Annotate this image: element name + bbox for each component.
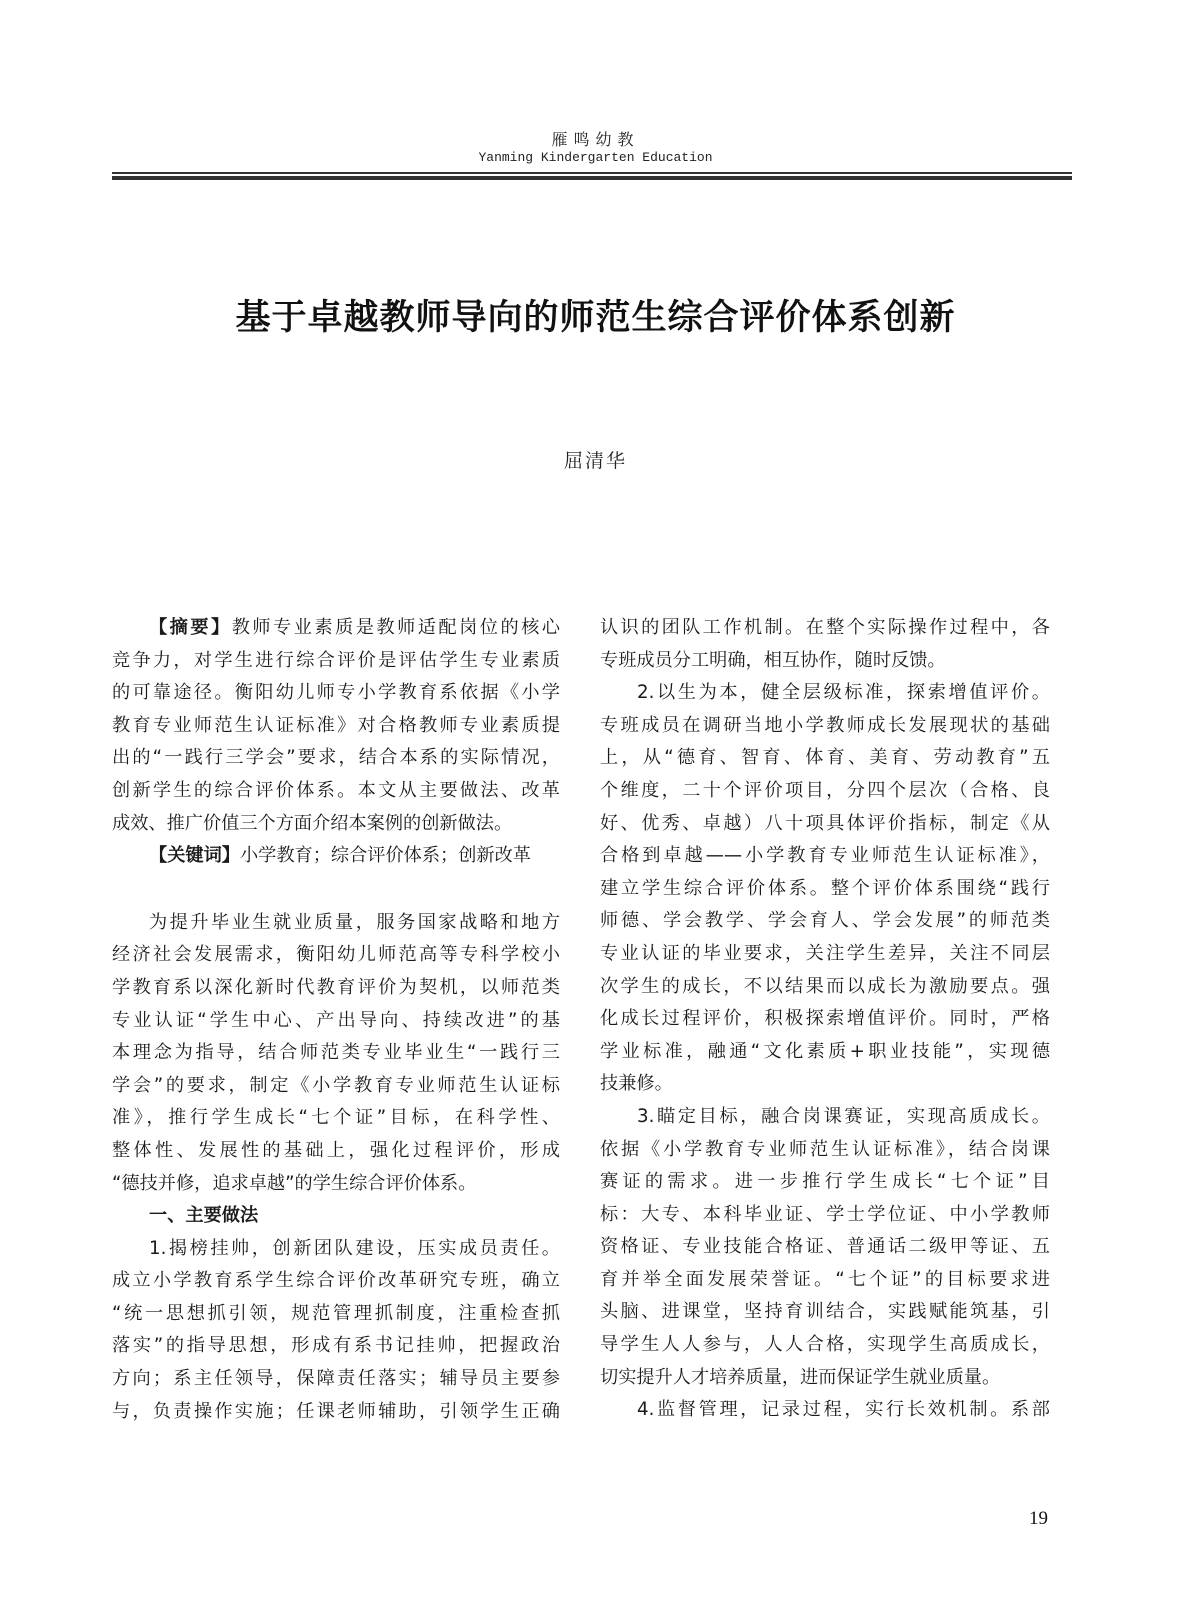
text-line: 头脑、进课堂，坚持育训结合，实践赋能筑基，引 [600,1301,1050,1323]
text-line: 4.监督管理，记录过程，实行长效机制。系部 [637,1399,1050,1421]
intro-paragraph [112,907,560,1200]
header-rule-thin [112,172,1072,174]
text-line: 与，负责操作实施；任课老师辅助，引领学生正确 [112,1400,560,1422]
text-line: 专业认证的毕业要求，关注学生差异，关注不同层 [600,942,1050,964]
text-line: 育并举全面发展荣誉证。“七个证”的目标要求进 [600,1268,1050,1290]
text-line: 资格证、专业技能合格证、普通话二级甲等证、五 [600,1236,1050,1258]
abstract-text: 教师专业素质是教师适配岗位的核心 [231,617,560,638]
text-line: 次学生的成长，不以结果而以成长为激励要点。强 [600,975,1050,997]
text-line: 化成长过程评价，积极探索增值评价。同时，严格 [600,1008,1050,1030]
text-line: 学业标准，融通“文化素质+职业技能”，实现德 [600,1040,1050,1062]
text-line: 切实提升人才培养质量，进而保证学生就业质量。 [600,1366,1001,1388]
text-line: 学会”的要求，制定《小学教育专业师范生认证标 [112,1074,560,1096]
text-line: “统一思想抓引领，规范管理抓制度，注重检查抓 [112,1302,560,1324]
text-line: 依据《小学教育专业师范生认证标准》，结合岗课 [600,1138,1050,1160]
spacer [112,873,560,907]
text-line: 师德、学会教学、学会育人、学会发展”的师范类 [600,910,1050,932]
text-line: 专业认证“学生中心、产出导向、持续改进”的基 [112,1009,560,1031]
text-line: 个维度，二十个评价项目，分四个层次（合格、良 [600,779,1050,801]
keywords [112,840,560,873]
text-line: 2.以生为本，健全层级标准，探索增值评价。 [637,682,1050,704]
text-line: “德技并修，追求卓越”的学生综合评价体系。 [112,1172,477,1194]
item4-paragraph [600,1394,1050,1427]
text-line: 成立小学教育系学生综合评价改革研究专班，确立 [112,1270,560,1292]
text-line: 专班成员分工明确，相互协作，随时反馈。 [600,649,946,671]
right-column [600,612,1050,1427]
text-line: 上，从“德育、智育、体育、美育、劳动教育”五 [600,747,1050,769]
item2-paragraph [600,677,1050,1101]
text-line: 3.瞄定目标，融合岗课赛证，实现高质成长。 [637,1105,1050,1127]
text-line: 经济社会发展需求，衡阳幼儿师范高等专科学校小 [112,944,560,966]
text-line: 落实”的指导思想，形成有系书记挂帅，把握政治 [112,1335,560,1357]
text-line: 导学生人人参与，人人合格，实现学生高质成长， [600,1334,1050,1356]
text-line: 合格到卓越——小学教育专业师范生认证标准》， [600,845,1050,867]
section-heading: 一、主要做法 [149,1205,259,1227]
text-line: 认识的团队工作机制。在整个实际操作过程中，各 [600,617,1050,638]
running-header-cn: 雁鸣幼教 [551,130,640,149]
text-line: 为提升毕业生就业质量，服务国家战略和地方 [149,911,560,933]
running-header-en: Yanming Kindergarten Education [478,150,713,165]
text-line: 创新学生的综合评价体系。本文从主要做法、改革 [112,779,560,801]
text-line: 教育专业师范生认证标准》对合格教师专业素质提 [112,714,560,736]
article-author: 屈清华 [563,450,627,472]
text-line: 标：大专、本科毕业证、学士学位证、中小学教师 [600,1203,1050,1225]
keywords-label: 【关键词】 [149,845,240,867]
text-line: 学教育系以深化新时代教育评价为契机，以师范类 [112,976,560,998]
article-title: 基于卓越教师导向的师范生综合评价体系创新 [235,297,956,338]
item1-continued [600,612,1050,677]
item3-paragraph [600,1101,1050,1394]
text-line: 建立学生综合评价体系。整个评价体系围绕“践行 [600,877,1050,899]
header-rule-thick [112,176,1072,180]
text-line: 好、优秀、卓越）八十项具体评价指标，制定《从 [600,812,1050,834]
abstract [112,612,560,840]
text-line: 的可靠途径。衡阳幼儿师专小学教育系依据《小学 [112,682,560,704]
text-line: 本理念为指导，结合师范类专业毕业生“一践行三 [112,1042,560,1064]
text-line: 准》，推行学生成长“七个证”目标，在科学性、 [112,1107,560,1129]
left-column [112,612,560,1428]
text-line: 成效、推广价值三个方面介绍本案例的创新做法。 [112,812,513,834]
text-line: 1.揭榜挂帅，创新团队建设，压实成员责任。 [149,1237,560,1259]
page-number: 19 [1029,1508,1048,1529]
text-line: 专班成员在调研当地小学教师成长发展现状的基础 [600,714,1050,736]
text-line: 方向；系主任领导，保障责任落实；辅导员主要参 [112,1368,560,1390]
text-line: 整体性、发展性的基础上，强化过程评价，形成 [112,1139,560,1161]
text-line: 技兼修。 [600,1073,673,1095]
text-line: 出的“一践行三学会”要求，结合本系的实际情况， [112,747,560,769]
text-line [112,612,560,645]
text-line: 赛证的需求。进一步推行学生成长“七个证”目 [600,1171,1050,1193]
item1-paragraph [112,1233,560,1429]
keywords-text: 小学教育；综合评价体系；创新改革 [239,845,531,867]
text-line: 竞争力，对学生进行综合评价是评估学生专业素质 [112,649,560,671]
abstract-label: 【摘要】 [149,617,232,638]
